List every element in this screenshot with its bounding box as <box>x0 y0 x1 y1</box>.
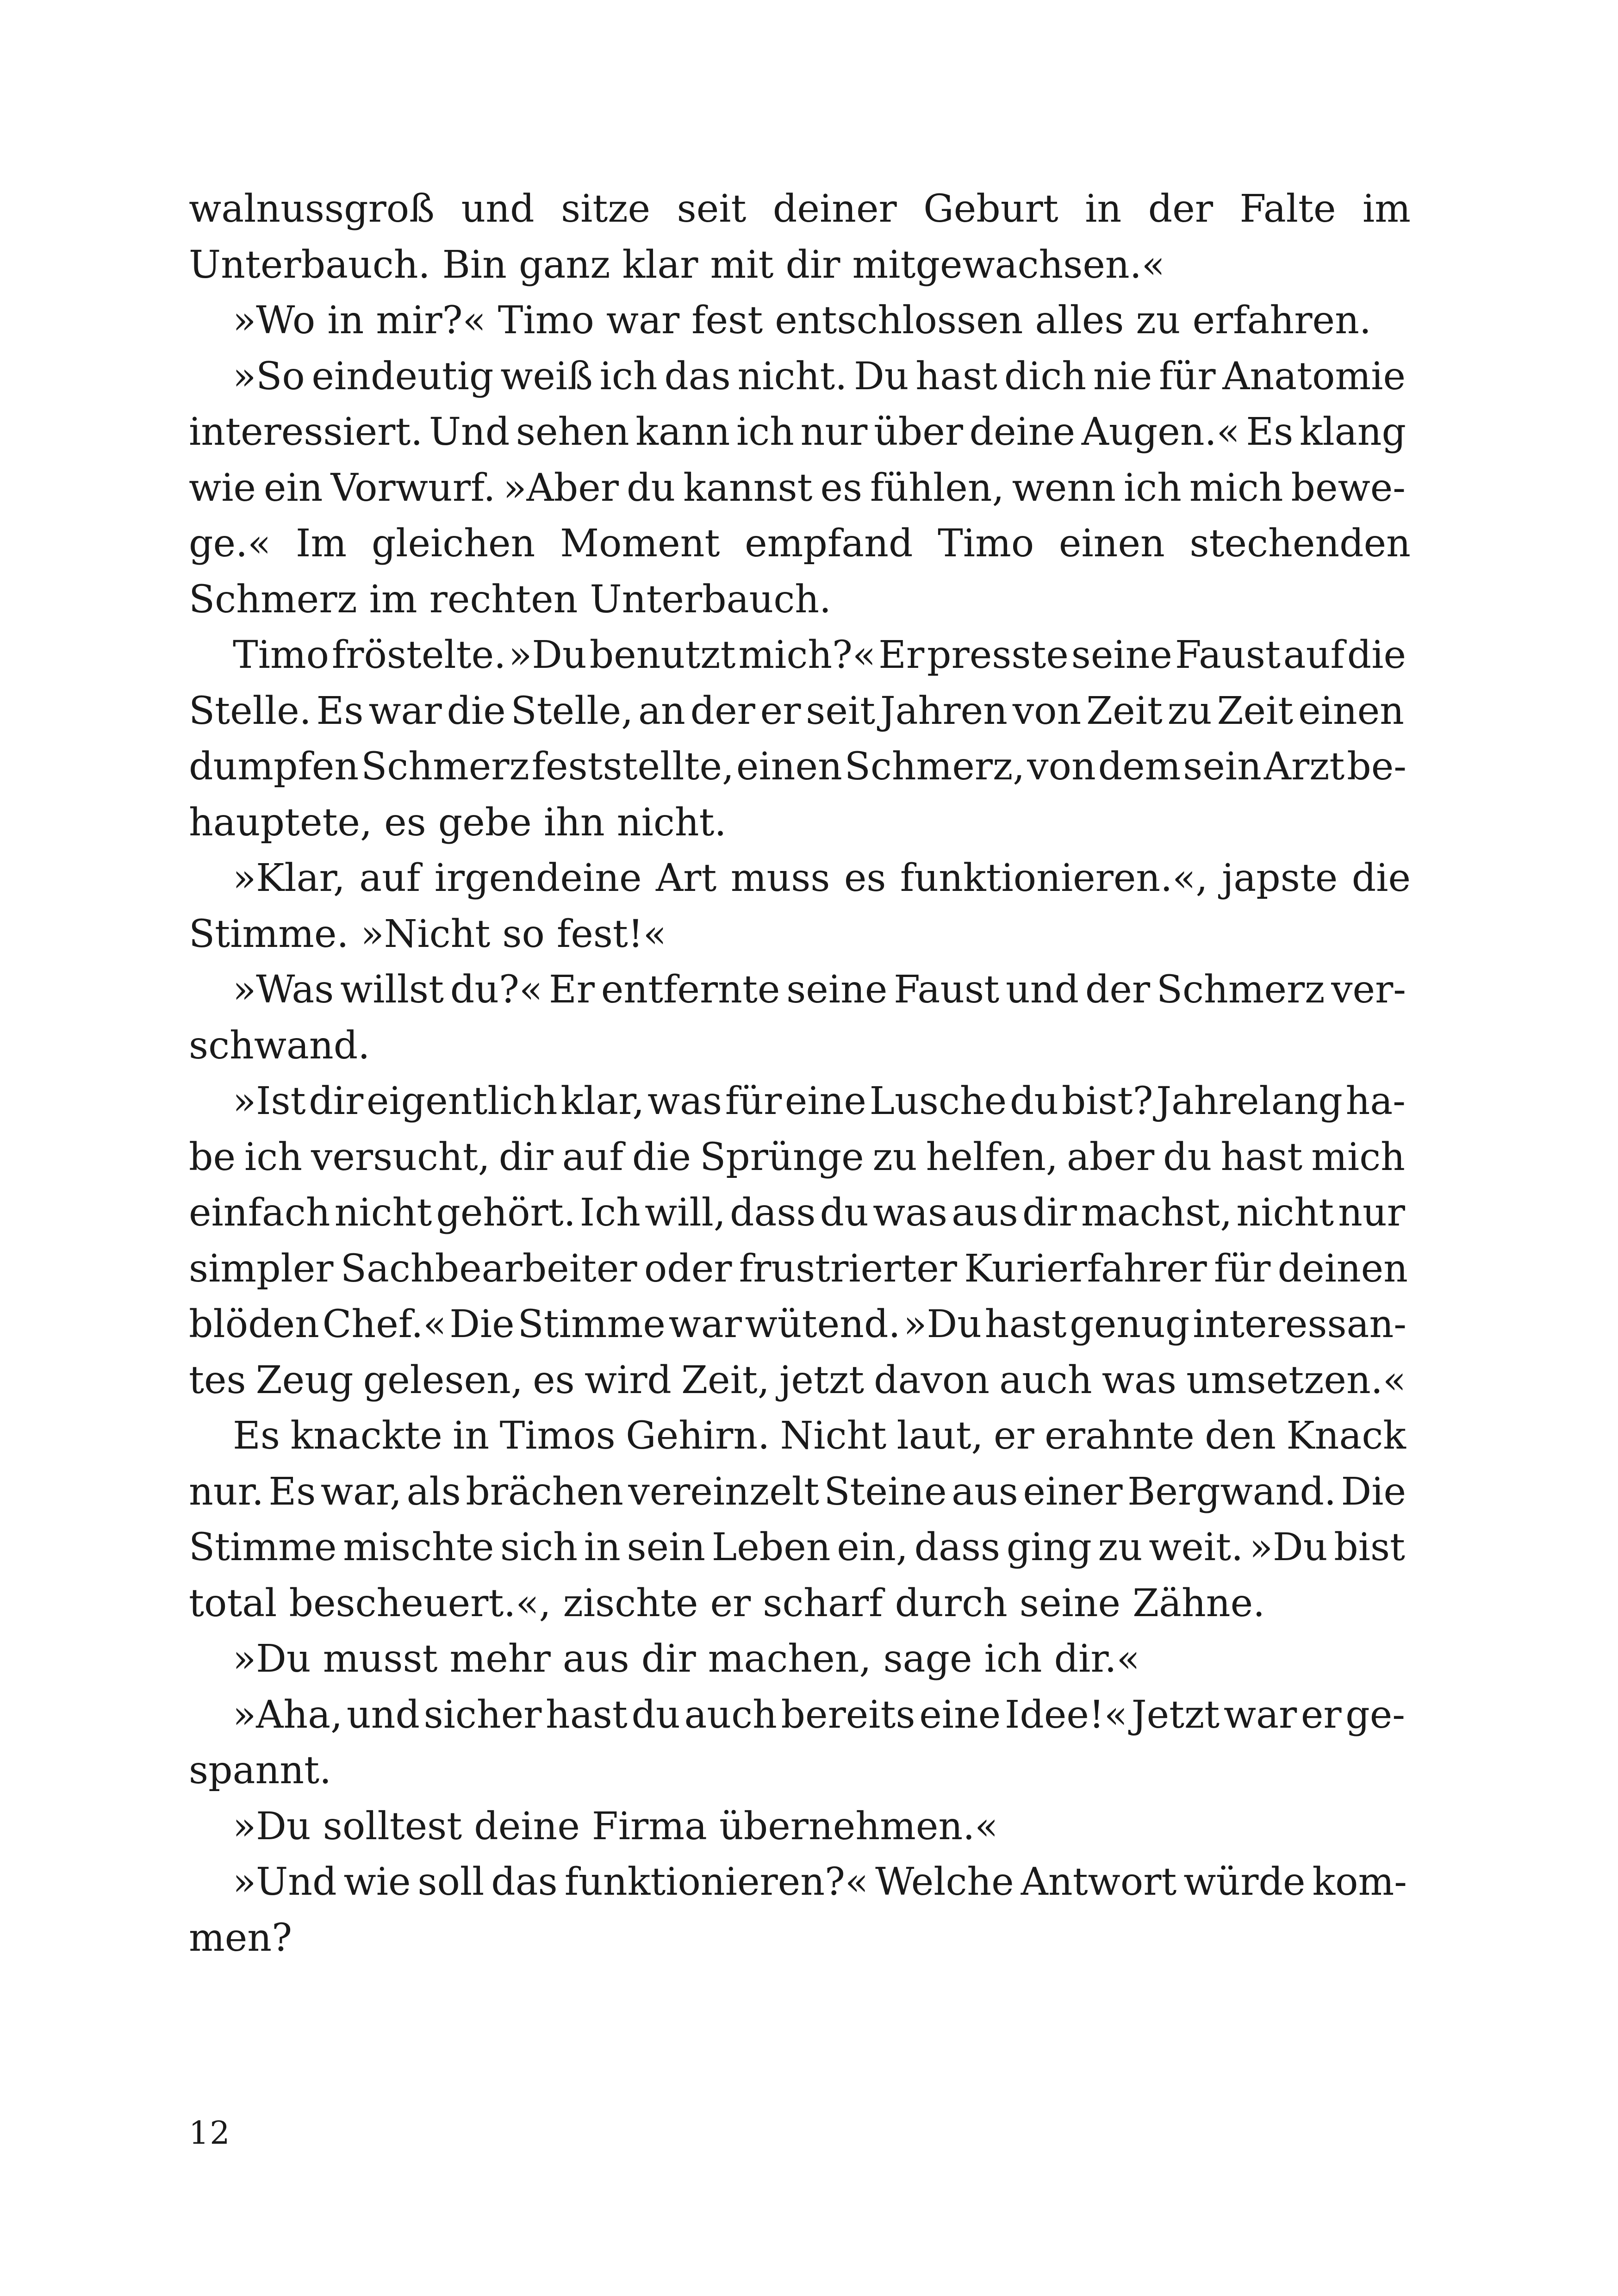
text-line: »Du musst mehr aus dir machen, sage ich dir.« <box>233 1637 1140 1681</box>
text-line: Stelle. Es war die Stelle, an der er seit Jahren von Zeit zu Zeit einen <box>189 689 1404 733</box>
text-line: simpler Sachbearbeiter oder frustrierter Kurierfahrer für deinen <box>189 1246 1408 1291</box>
text-line: »So eindeutig weiß ich das nicht. Du hast dich nie für Anatomie <box>233 354 1406 398</box>
text-line: Es knackte in Timos Gehirn. Nicht laut, er erahnte den Knack <box>233 1414 1406 1458</box>
text-line: Stimme mischte sich in sein Leben ein, dass ging zu weit. »Du bist <box>189 1525 1405 1569</box>
text-line: blöden Chef.« Die Stimme war wütend. »Du hast genug interessan- <box>189 1302 1406 1346</box>
text-line: einfach nicht gehört. Ich will, dass du was aus dir machst, nicht nur <box>189 1191 1405 1235</box>
text-line: wie ein Vorwurf. »Aber du kannst es fühlen, wenn ich mich bewe- <box>189 466 1406 510</box>
text-line: tes Zeug gelesen, es wird Zeit, jetzt davon auch was umsetzen.« <box>189 1358 1406 1402</box>
text-line: spannt. <box>189 1748 332 1792</box>
text-line: »Was willst du?« Er entfernte seine Faust und der Schmerz ver- <box>233 968 1406 1012</box>
text-line: hauptete, es gebe ihn nicht. <box>189 800 727 845</box>
text-line: Unterbauch. Bin ganz klar mit dir mitgewachsen.« <box>189 243 1165 287</box>
text-line: schwand. <box>189 1023 370 1068</box>
text-line: men? <box>189 1916 292 1960</box>
text-line: Stimme. »Nicht so fest!« <box>189 912 666 956</box>
text-line: total bescheuert.«, zischte er scharf durch seine Zähne. <box>189 1581 1265 1625</box>
text-line: ge.« Im gleichen Moment empfand Timo einen stechenden <box>189 522 1411 566</box>
text-line: nur. Es war, als brächen vereinzelt Steine aus einer Bergwand. Die <box>189 1469 1406 1514</box>
text-line: »Du solltest deine Firma übernehmen.« <box>233 1804 998 1848</box>
text-line: Schmerz im rechten Unterbauch. <box>189 577 832 622</box>
text-line: Timo fröstelte. »Du benutzt mich?« Er presste seine Faust auf die <box>233 633 1406 677</box>
page-number: 12 <box>189 2115 231 2152</box>
text-line: »Ist dir eigentlich klar, was für eine Lusche du bist? Jahrelang ha- <box>233 1079 1406 1123</box>
text-line: be ich versucht, dir auf die Sprünge zu helfen, aber du hast mich <box>189 1135 1405 1179</box>
text-line: walnussgroß und sitze seit deiner Geburt in der Falte im <box>189 187 1411 231</box>
text-line: »Und wie soll das funktionieren?« Welche Antwort würde kom- <box>233 1860 1407 1904</box>
text-line: dumpfen Schmerz feststellte, einen Schmerz, von dem sein Arzt be- <box>189 745 1406 789</box>
text-line: »Klar, auf irgendeine Art muss es funktionieren.«, japste die <box>233 856 1411 900</box>
text-line: »Aha, und sicher hast du auch bereits eine Idee!« Jetzt war er ge- <box>233 1692 1405 1737</box>
text-line: »Wo in mir?« Timo war fest entschlossen alles zu erfahren. <box>233 299 1371 342</box>
body-text <box>189 181 1411 1966</box>
text-line: interessiert. Und sehen kann ich nur über deine Augen.« Es klang <box>189 410 1406 454</box>
